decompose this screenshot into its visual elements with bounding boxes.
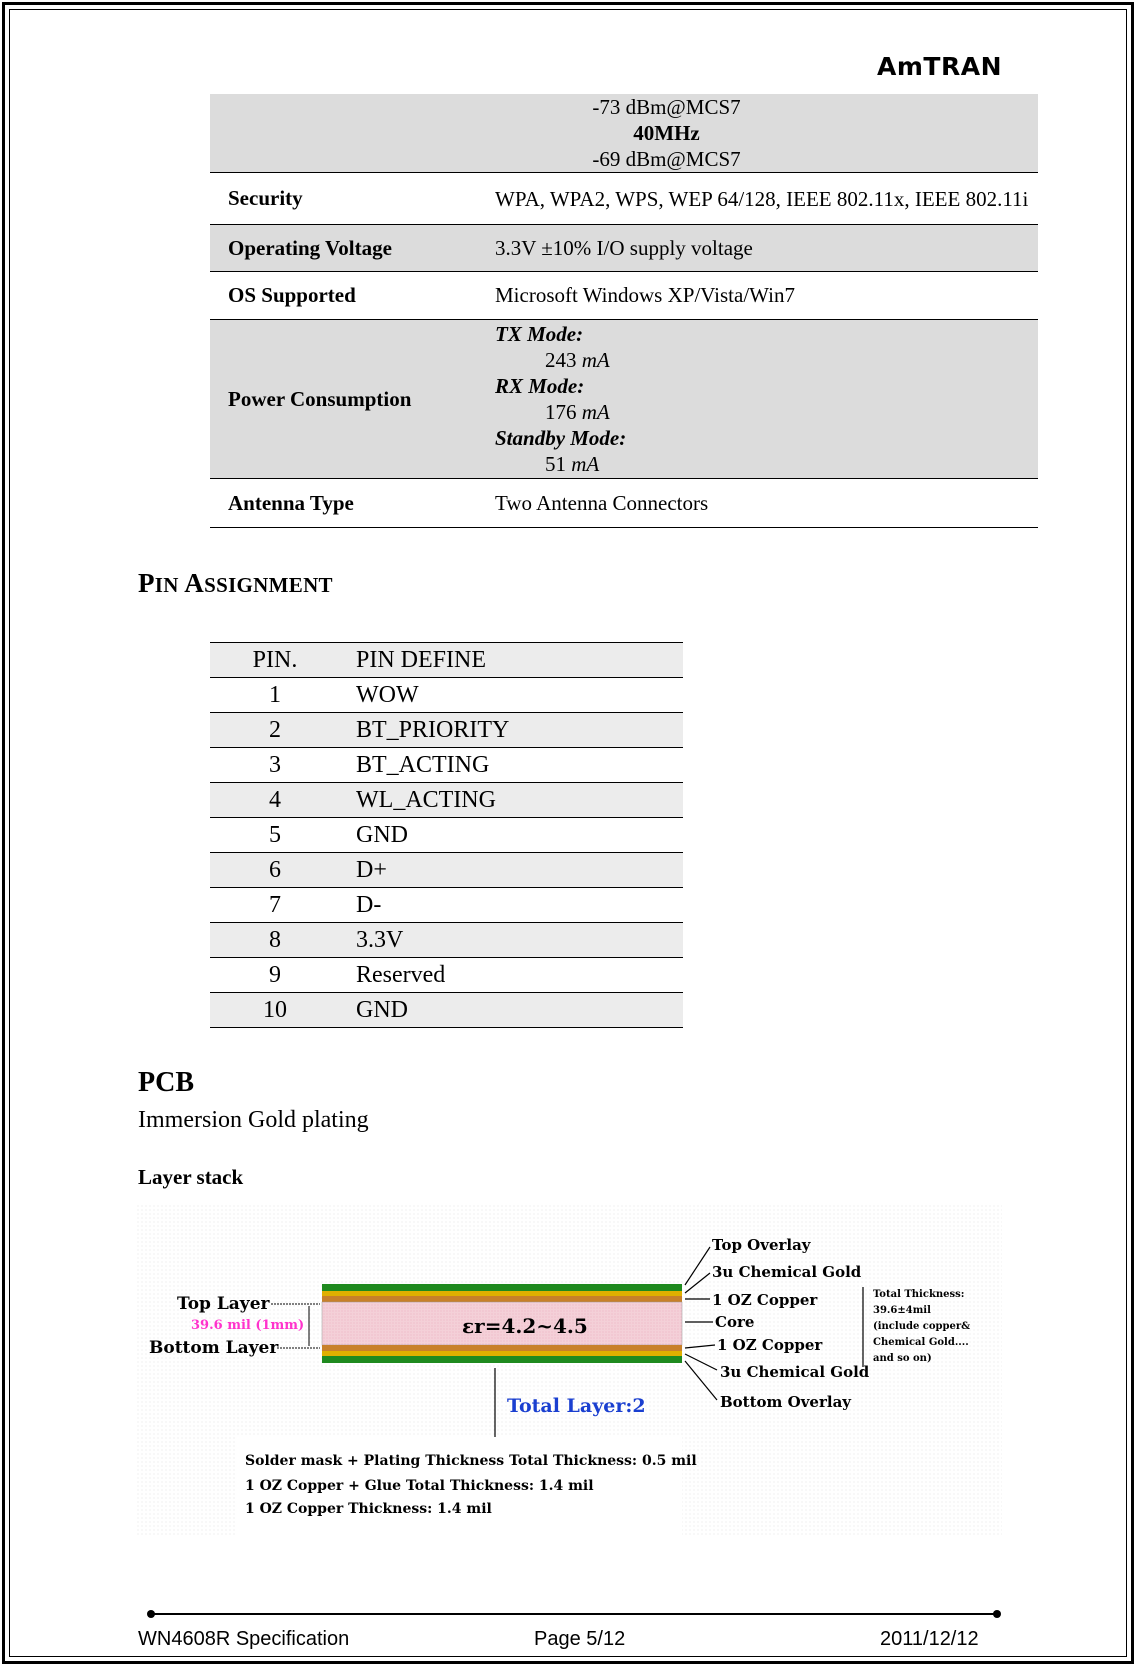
callout-top-gold: 3u Chemical Gold <box>712 1263 862 1281</box>
power-label: Power Consumption <box>210 320 495 479</box>
pin-row <box>210 888 683 923</box>
callout-top-overlay: Top Overlay <box>712 1236 811 1254</box>
rx-mode-unit: mA <box>581 400 610 424</box>
pin-number: 10 <box>210 993 340 1028</box>
pin-row <box>210 678 683 713</box>
brand-logo-text: AmTRAN <box>877 52 1002 81</box>
pin-row <box>210 923 683 958</box>
pin-number: 9 <box>210 958 340 993</box>
pin-define: Reserved <box>340 958 683 993</box>
os-row <box>210 272 1038 320</box>
pin-row <box>210 818 683 853</box>
voltage-value: 3.3V ±10% I/O supply voltage <box>495 225 1038 272</box>
footer-date: 2011/12/12 <box>880 1628 979 1650</box>
standby-mode-unit: mA <box>571 452 600 476</box>
pin-number: 1 <box>210 678 340 713</box>
core-dielectric-label: εr=4.2~4.5 <box>462 1314 588 1338</box>
standby-mode-label: Standby Mode: <box>495 426 627 450</box>
footer-rule <box>150 1613 998 1615</box>
total-note-line-2: 39.6±4mil <box>873 1305 931 1316</box>
callout-bottom-overlay: Bottom Overlay <box>720 1393 852 1411</box>
thickness-label: 39.6 mil (1mm) <box>191 1318 305 1333</box>
layer-stack-heading: Layer stack <box>138 1165 244 1189</box>
sensitivity-line-1: -73 dBm@MCS7 <box>592 95 741 119</box>
pin-row <box>210 783 683 818</box>
pin-define: D+ <box>340 853 683 888</box>
top-layer-label: Top Layer <box>177 1294 270 1314</box>
standby-mode-value-line <box>495 451 1038 477</box>
os-value: Microsoft Windows XP/Vista/Win7 <box>495 272 1038 320</box>
sensitivity-label-cell <box>210 94 495 173</box>
antenna-value: Two Antenna Connectors <box>495 479 1038 528</box>
rx-mode-value-line <box>495 399 1038 425</box>
security-value: WPA, WPA2, WPS, WEP 64/128, IEEE 802.11x, IEEE 802.11i <box>495 173 1038 225</box>
pin-title-in: IN <box>154 573 185 597</box>
pin-define: WOW <box>340 678 683 713</box>
pin-number: 3 <box>210 748 340 783</box>
pin-title-p: P <box>138 568 155 598</box>
pin-number: 6 <box>210 853 340 888</box>
callout-bottom-copper: 1 OZ Copper <box>717 1336 823 1354</box>
sensitivity-row <box>210 94 1038 173</box>
pin-row <box>210 853 683 888</box>
pin-table <box>210 642 683 1028</box>
pin-define: 3.3V <box>340 923 683 958</box>
pin-header-define: PIN DEFINE <box>340 643 683 678</box>
rx-mode-value: 176 <box>545 400 577 424</box>
sensitivity-line-3: -69 dBm@MCS7 <box>592 147 741 171</box>
footer-line-dot-right <box>993 1610 1001 1618</box>
pin-number: 7 <box>210 888 340 923</box>
security-label: Security <box>210 173 495 225</box>
pin-row <box>210 993 683 1028</box>
pin-table-header <box>210 643 683 678</box>
pin-title-a: A <box>184 568 205 598</box>
total-layer-label: Total Layer:2 <box>507 1395 646 1417</box>
pin-number: 8 <box>210 923 340 958</box>
pin-row <box>210 748 683 783</box>
pin-number: 5 <box>210 818 340 853</box>
pin-title-ssignment: SSIGNMENT <box>204 573 333 597</box>
pin-define: GND <box>340 818 683 853</box>
note-line-3: 1 OZ Copper Thickness: 1.4 mil <box>245 1501 492 1517</box>
pin-define: BT_ACTING <box>340 748 683 783</box>
pcb-subtitle: Immersion Gold plating <box>138 1107 369 1133</box>
standby-mode-value: 51 <box>545 452 566 476</box>
layer-bottom-copper <box>322 1345 682 1351</box>
voltage-label: Operating Voltage <box>210 225 495 272</box>
total-note-line-1: Total Thickness: <box>873 1289 965 1300</box>
footer-doc-name: WN4608R Specification <box>138 1628 350 1650</box>
pcb-heading: PCB <box>138 1067 194 1098</box>
rx-mode-label: RX Mode: <box>495 374 585 398</box>
footer-page-number: Page 5/12 <box>534 1628 626 1650</box>
callout-bottom-gold: 3u Chemical Gold <box>720 1363 870 1381</box>
tx-mode-label: TX Mode: <box>495 322 584 346</box>
antenna-row <box>210 479 1038 528</box>
os-label: OS Supported <box>210 272 495 320</box>
layer-stack-diagram <box>137 1205 1002 1535</box>
total-note-line-3: (include copper& <box>873 1321 971 1332</box>
power-value <box>495 320 1038 479</box>
layer-bottom-gold <box>322 1351 682 1356</box>
tx-mode-unit: mA <box>581 348 610 372</box>
pin-define: BT_PRIORITY <box>340 713 683 748</box>
power-row <box>210 320 1038 479</box>
pin-header-pin: PIN. <box>210 643 340 678</box>
bottom-layer-label: Bottom Layer <box>149 1338 279 1358</box>
layer-top-gold <box>322 1291 682 1296</box>
total-note-line-5: and so on) <box>873 1353 932 1364</box>
layer-top-copper <box>322 1296 682 1302</box>
tx-mode-value-line <box>495 347 1038 373</box>
callout-top-copper: 1 OZ Copper <box>712 1291 818 1309</box>
callout-core: Core <box>715 1313 755 1331</box>
pin-row <box>210 958 683 993</box>
pin-table-body <box>210 678 683 1028</box>
pin-number: 2 <box>210 713 340 748</box>
note-line-2: 1 OZ Copper + Glue Total Thickness: 1.4 mil <box>245 1478 594 1494</box>
pin-define: GND <box>340 993 683 1028</box>
pin-define: D- <box>340 888 683 923</box>
total-note-line-4: Chemical Gold.... <box>873 1337 969 1348</box>
pin-number: 4 <box>210 783 340 818</box>
layer-bottom-overlay <box>322 1356 682 1363</box>
note-line-1: Solder mask + Plating Thickness Total Thickness: 0.5 mil <box>245 1453 697 1469</box>
tx-mode-value: 243 <box>545 348 577 372</box>
voltage-row <box>210 225 1038 272</box>
spec-table <box>210 94 1038 528</box>
security-row <box>210 173 1038 225</box>
pin-define: WL_ACTING <box>340 783 683 818</box>
pin-assignment-heading <box>138 568 333 599</box>
sensitivity-value-cell <box>495 94 1038 173</box>
antenna-label: Antenna Type <box>210 479 495 528</box>
layer-top-overlay <box>322 1284 682 1291</box>
pin-row <box>210 713 683 748</box>
sensitivity-line-2: 40MHz <box>633 121 700 145</box>
